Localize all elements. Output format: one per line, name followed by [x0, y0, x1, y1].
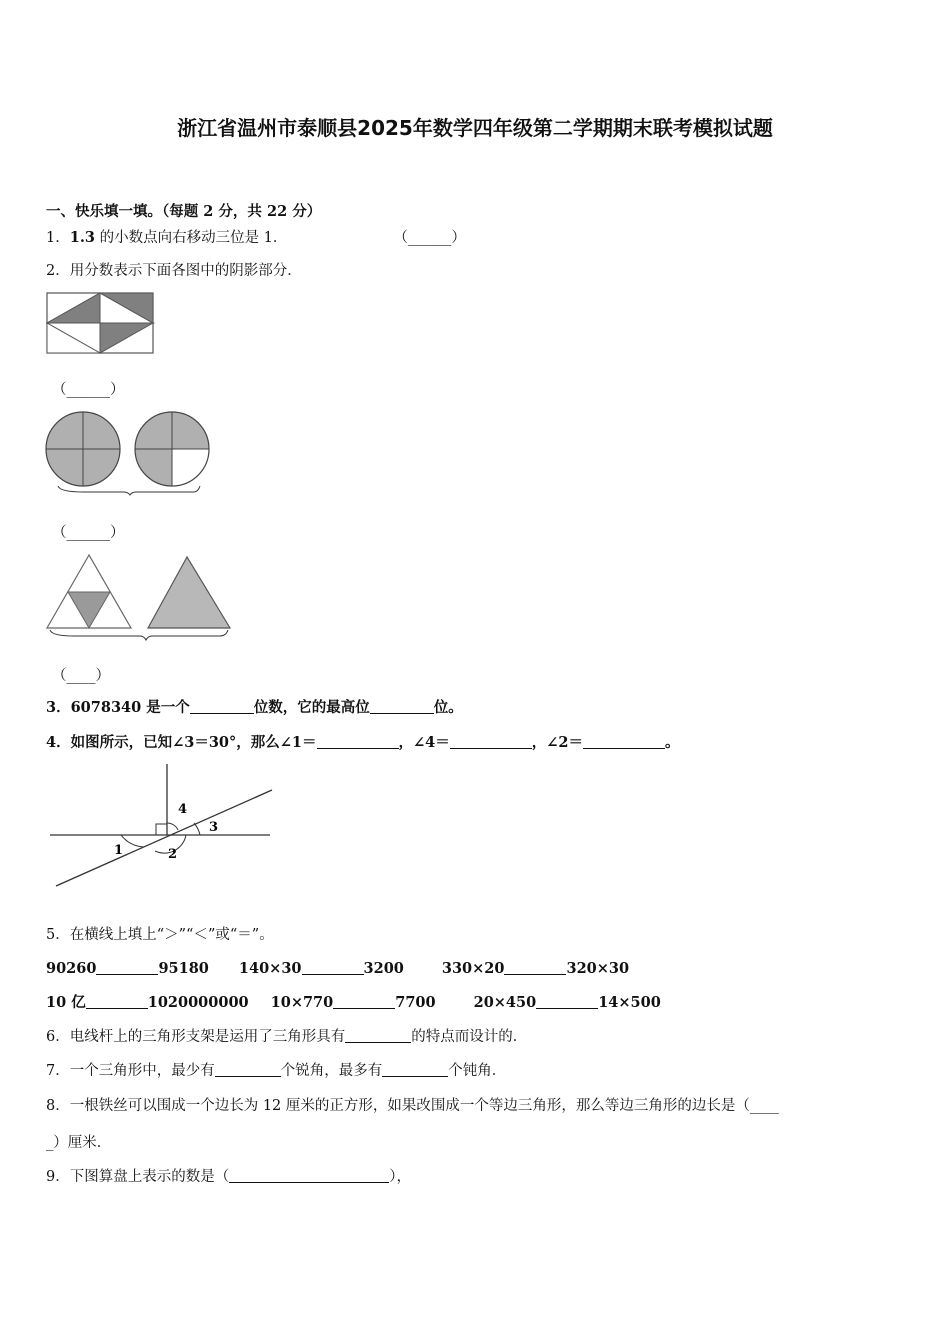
q7-text-3: 个钝角． [448, 1063, 507, 1079]
question-1 [46, 228, 466, 248]
q5-blank[interactable] [86, 994, 148, 1009]
q5-item: 14×500 [598, 994, 661, 1011]
q1-value: 1.3 [69, 229, 95, 246]
q5-blank[interactable] [302, 960, 364, 975]
q4-blank-1[interactable] [317, 734, 399, 749]
q5-item: 7700 [395, 994, 436, 1011]
q9-text-2: ）， [389, 1169, 411, 1185]
q6-text-2: 的特点而设计的． [411, 1029, 528, 1045]
question-5: 5．在横线上填上“＞”“＜”或“＝”。 [46, 927, 274, 943]
angle-figure [48, 762, 276, 890]
q5-item: 10×770 [270, 994, 334, 1011]
rectangle-figure [46, 292, 156, 356]
q5-blank[interactable] [504, 960, 566, 975]
q3-blank-1[interactable] [190, 699, 254, 714]
q3-value: 6078340 [70, 699, 142, 716]
triangles-figure [44, 552, 236, 644]
q9-blank[interactable] [229, 1168, 389, 1183]
q3-text-3: 位。 [433, 699, 463, 716]
angle-1-label: 1 [114, 843, 124, 858]
q5-blank[interactable] [333, 994, 395, 1009]
q7-blank-2[interactable] [382, 1062, 448, 1077]
q3-blank-2[interactable] [370, 699, 434, 714]
question-7 [46, 1061, 506, 1081]
q4-text-2: ，∠4＝ [398, 734, 450, 751]
q4-blank-3[interactable] [583, 734, 665, 749]
q2-answer-3[interactable]: （____） [52, 668, 110, 684]
q5-item: 20×450 [473, 994, 537, 1011]
q4-blank-2[interactable] [450, 734, 532, 749]
question-8-line-1: 8．一根铁丝可以围成一个边长为 12 厘米的正方形，如果改围成一个等边三角形，那么等边三角形的边长是（____ [46, 1098, 779, 1114]
q1-text: 的小数点向右移动三位是 1． [94, 230, 288, 246]
q5-blank[interactable] [96, 960, 158, 975]
question-3 [46, 698, 463, 718]
section-heading: 一、快乐填一填。（每题 2 分，共 22 分） [46, 203, 322, 220]
q4-text-3: ，∠2＝ [531, 734, 583, 751]
q5-item: 95180 [158, 960, 209, 977]
q5-item: 1020000000 [147, 994, 249, 1011]
q1-answer-blank[interactable]: （______） [393, 230, 466, 246]
q5-row-2 [46, 993, 661, 1013]
q5-item: 10 亿 [46, 994, 86, 1011]
q4-text-1: 4．如图所示，已知∠3＝30°，那么∠1＝ [46, 734, 317, 751]
q5-item: 90260 [46, 960, 97, 977]
question-6 [46, 1027, 527, 1047]
q5-item: 320×30 [566, 960, 630, 977]
angle-2-label: 2 [168, 847, 178, 862]
q7-blank-1[interactable] [215, 1062, 281, 1077]
page-title: 浙江省温州市泰顺县2025年数学四年级第二学期期末联考模拟试题 [177, 116, 773, 140]
q3-text-2: 位数，它的最高位 [253, 699, 370, 716]
angle-3-label: 3 [209, 820, 219, 835]
q3-number: 3． [46, 699, 71, 716]
question-4 [46, 733, 680, 753]
q1-number: 1． [46, 230, 70, 246]
q7-text-2: 个锐角，最多有 [280, 1063, 383, 1079]
circles-figure [44, 408, 216, 496]
q9-text-1: 9．下图算盘上表示的数是（ [46, 1169, 230, 1185]
question-9 [46, 1167, 411, 1187]
q5-item: 330×20 [441, 960, 505, 977]
q5-item: 3200 [363, 960, 404, 977]
q2-answer-2[interactable]: （______） [52, 525, 125, 541]
question-8-line-2: _）厘米． [46, 1135, 112, 1151]
angle-4-label: 4 [178, 802, 188, 817]
q7-text-1: 7．一个三角形中，最少有 [46, 1063, 215, 1079]
question-2: 2．用分数表示下面各图中的阴影部分． [46, 263, 302, 279]
q5-item: 140×30 [238, 960, 302, 977]
q6-text-1: 6．电线杆上的三角形支架是运用了三角形具有 [46, 1029, 346, 1045]
q4-text-4: 。 [665, 734, 680, 751]
q5-blank[interactable] [536, 994, 598, 1009]
q6-blank[interactable] [345, 1028, 411, 1043]
q5-row-1 [46, 959, 629, 979]
q3-text-1: 是一个 [141, 699, 190, 716]
q2-answer-1[interactable]: （______） [52, 382, 125, 398]
